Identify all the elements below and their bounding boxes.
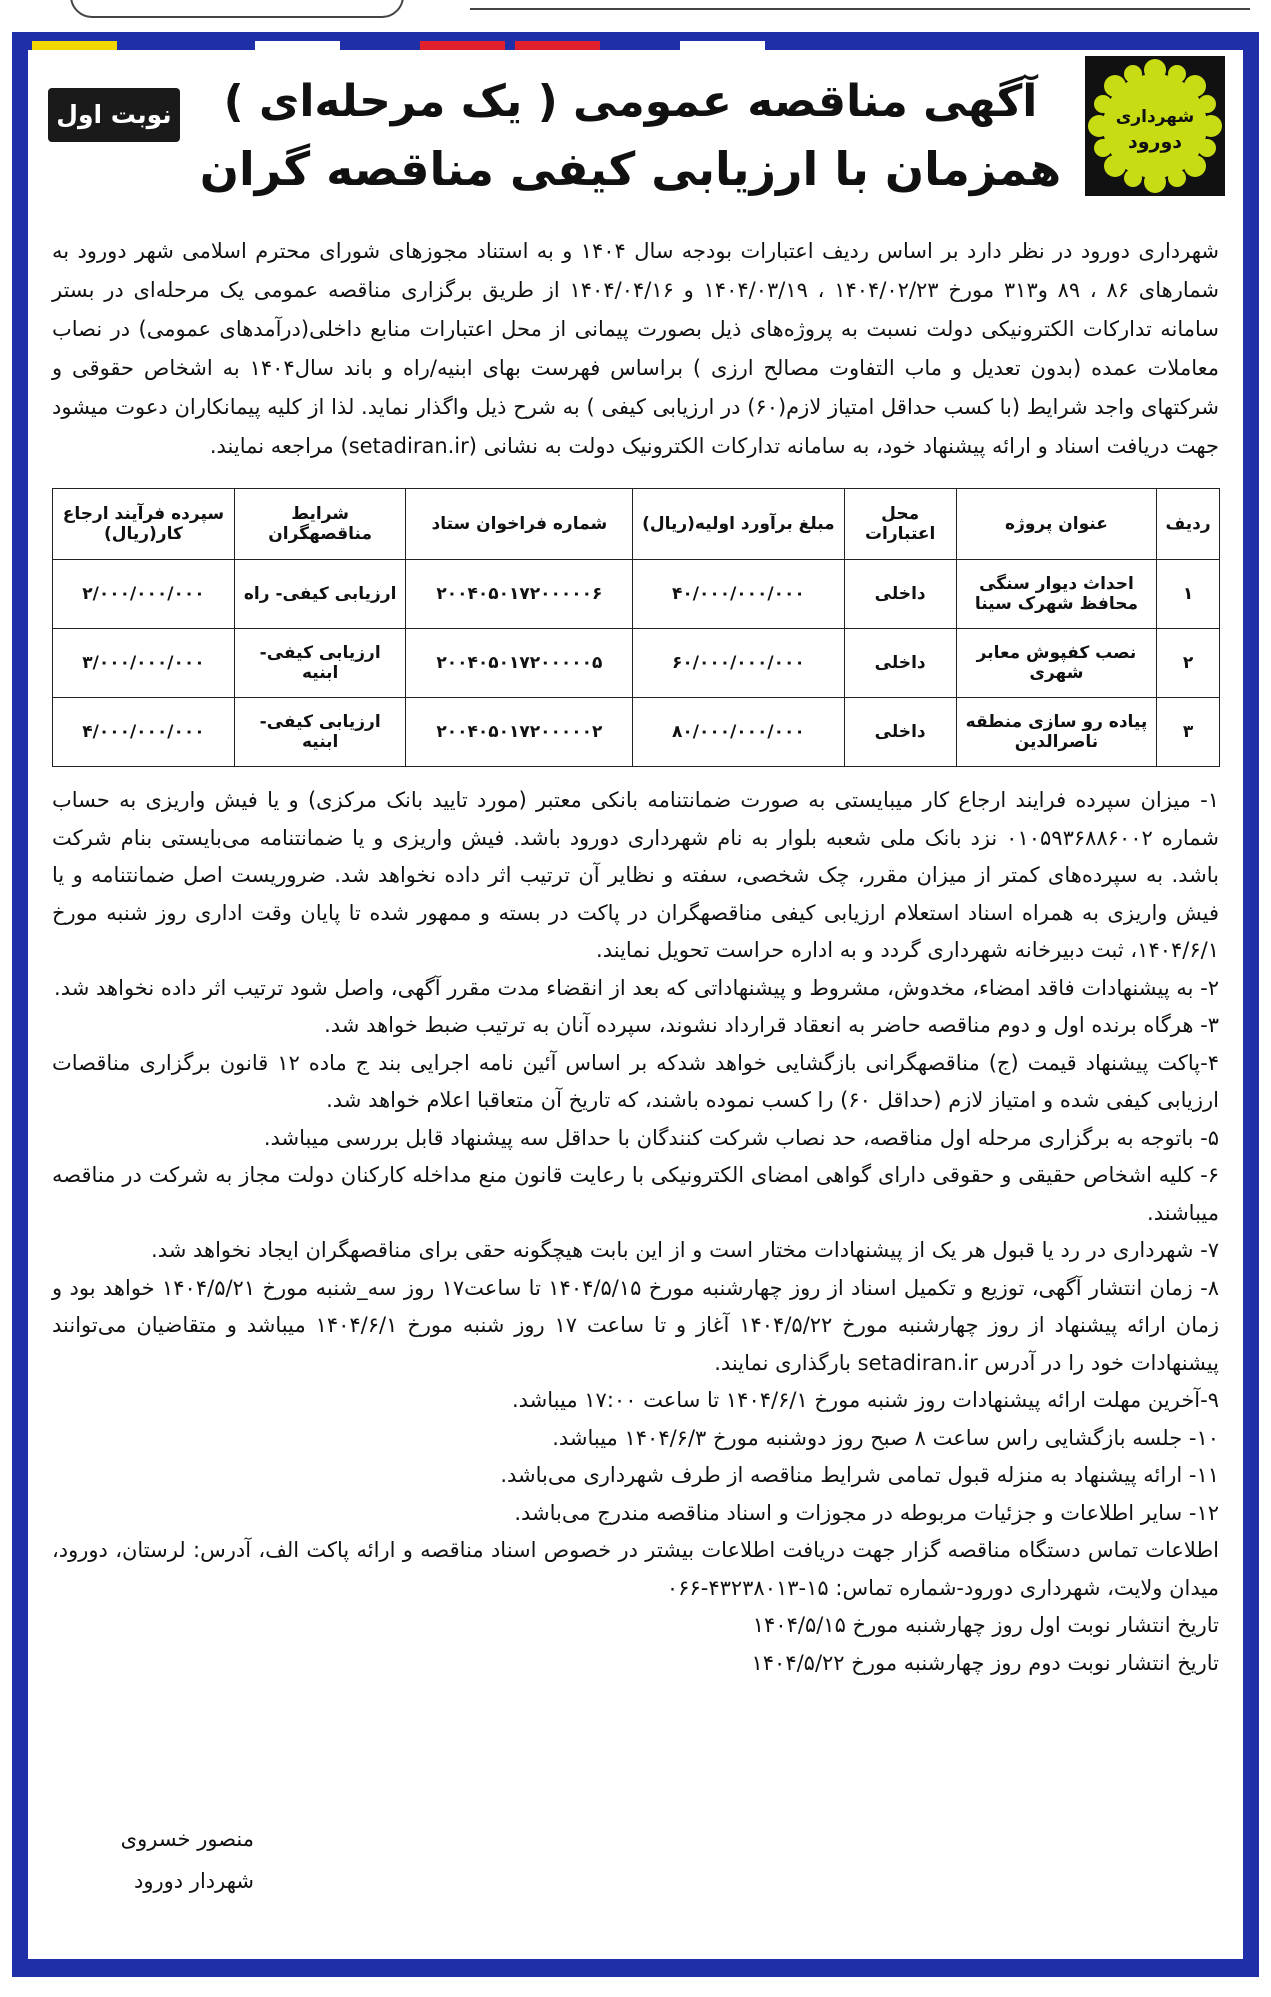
condition-item: ۴-پاکت پیشنهاد قیمت (ج) مناقصهگرانی بازگشایی خواهد شدکه بر اساس آئین نامه اجرایی بند ج ماده ۱۲ قانون برگزاری مناقصات ارزیابی کیفی شده و امتیاز لازم (حداقل ۶۰) را کسب نموده باشند، که تاریخ آن متعاقبا اعلام خواهد شد.: [52, 1050, 1219, 1112]
table-cell: ۲۰۰۴۰۵۰۱۷۲۰۰۰۰۰۶: [406, 560, 633, 629]
table-cell: ارزیابی کیفی- ابنیه: [234, 629, 406, 698]
table-cell: ۲۰۰۴۰۵۰۱۷۲۰۰۰۰۰۵: [406, 629, 633, 698]
table-cell: احداث دیوار سنگی محافظ شهرک سینا: [956, 560, 1156, 629]
logo-line1: شهرداری: [1115, 107, 1195, 127]
condition-item: ۹-آخرین مهلت ارائه پیشنهادات روز شنبه مورخ ۱۴۰۴/۶/۱ تا ساعت ۱۷:۰۰ میباشد.: [511, 1388, 1219, 1412]
table-cell: ۲/۰۰۰/۰۰۰/۰۰۰: [53, 560, 235, 629]
notice-title-line2: همزمان با ارزیابی کیفی مناقصه گران: [199, 142, 1062, 196]
signature-block: [54, 1818, 254, 1902]
table-cell: ۲: [1157, 629, 1220, 698]
table-cell: داخلی: [844, 629, 956, 698]
condition-item: ۸- زمان انتشار آگهی، توزیع و تکمیل اسناد از روز چهارشنبه مورخ ۱۴۰۴/۵/۱۵ تا ساعت۱۷ روز سه_شنبه مورخ ۱۴۰۴/۵/۲۱ خواهد بود و زمان ارائه پیشنهاد از روز چهارشنبه مورخ ۱۴۰۴/۵/۲۲ آغاز و تا ساعت ۱۷ روز شنبه مورخ ۱۴۰۴/۶/۱ میباشد و متقاضیان می‌توانند پیشنهادات خود را در آدرس setadiran.ir بارگذاری نمایند.: [52, 1275, 1219, 1375]
col-header: ردیف: [1157, 489, 1220, 560]
publish-date-second: تاریخ انتشار نوبت دوم روز چهارشنبه مورخ ۱۴۰۴/۵/۲۲: [751, 1650, 1219, 1675]
condition-item: ۱۲- سایر اطلاعات و جزئیات مربوطه در مجوزات و اسناد مناقصه مندرج می‌باشد.: [514, 1500, 1219, 1525]
table-cell: پیاده رو سازی منطقه ناصرالدین: [956, 698, 1156, 767]
logo-line2: دورود: [1127, 131, 1183, 153]
municipality-logo: [1085, 56, 1225, 196]
conditions-list: [52, 782, 1219, 1682]
top-pill-outline: [70, 0, 404, 18]
intro-paragraph: شهرداری دورود در نظر دارد بر اساس ردیف اعتبارات بودجه سال ۱۴۰۴ و به استناد مجوزهای شورای محترم اسلامی شهر دورود به شمارهای ۸۶ ، ۸۹ و۳۱۳ مورخ ۱۴۰۴/۰۲/۲۳ ، ۱۴۰۴/۰۳/۱۹ و ۱۴۰۴/۰۴/۱۶ از طریق برگزاری مناقصه عمومی یک مرحله‌ای در بستر سامانه تدارکات الکترونیکی دولت نسبت به پروژه‌های ذیل بصورت پیمانی از محل اعتبارات منابع داخلی(درآمدهای عمومی) در نصاب معاملات عمده (بدون تعدیل و ماب التفاوت مصالح ارزی ) براساس فهرست بهای ابنیه/راه و باند سال۱۴۰۴ به اشخاص حقوقی و شرکتهای واجد شرایط (با کسب حداقل امتیاز لازم(۶۰) در ارزیابی کیفی ) به شرح ذیل واگذار نماید. لذا از کلیه پیمانکاران دعوت میشود جهت دریافت اسناد و ارائه پیشنهاد خود، به سامانه تدارکات الکترونیک دولت به نشانی (setadiran.ir) مراجعه نمایند.: [52, 239, 1219, 458]
condition-item: ۵- باتوجه به برگزاری مرحله اول مناقصه، حد نصاب شرکت کنندگان با حداقل سه پیشنهاد قابل بررسی میباشد.: [263, 1125, 1219, 1150]
table-cell: ۱: [1157, 560, 1220, 629]
table-row: [53, 629, 1220, 698]
notice-title-line1: آگهی مناقصه عمومی ( یک مرحله‌ای ): [223, 76, 1038, 127]
table-cell: ۶۰/۰۰۰/۰۰۰/۰۰۰: [633, 629, 844, 698]
table-cell: ۲۰۰۴۰۵۰۱۷۲۰۰۰۰۰۲: [406, 698, 633, 767]
top-rule: [470, 0, 1250, 10]
condition-item: ۱۱- ارائه پیشنهاد به منزله قبول تمامی شرایط مناقصه از طرف شهرداری می‌باشد.: [500, 1463, 1219, 1487]
table-cell: ارزیابی کیفی- ابنیه: [234, 698, 406, 767]
table-cell: داخلی: [844, 560, 956, 629]
condition-item: ۷- شهرداری در رد یا قبول هر یک از پیشنهادات مختار است و از این بابت هیچگونه حقی برای مناقصهگران ایجاد نخواهد شد.: [151, 1238, 1219, 1262]
table-cell: نصب کفپوش معابر شهری: [956, 629, 1156, 698]
col-header: شرایط مناقصهگران: [234, 489, 406, 560]
col-header: سپرده فرآیند ارجاع کار(ریال): [53, 489, 235, 560]
col-header: عنوان پروژه: [956, 489, 1156, 560]
table-cell: ۳: [1157, 698, 1220, 767]
table-header-row: [53, 489, 1220, 560]
contact-info: اطلاعات تماس دستگاه مناقصه گزار جهت دریافت اطلاعات بیشتر در خصوص اسناد مناقصه و ارائه پاکت الف، آدرس: لرستان، دورود، میدان ولایت، شهرداری دورود-شماره تماس: ۱۵-۴۳۲۳۸۰۱۳-۰۶۶: [52, 1538, 1219, 1600]
table-cell: ۳/۰۰۰/۰۰۰/۰۰۰: [53, 629, 235, 698]
condition-item: ۲- به پیشنهادات فاقد امضاء، مخدوش، مشروط و پیشنهاداتی که بعد از انقضاء مدت مقرر آگهی، واصل شود ترتیب اثر داده نخواهد شد.: [54, 975, 1219, 1000]
publish-date-first: تاریخ انتشار نوبت اول روز چهارشنبه مورخ ۱۴۰۴/۵/۱۵: [752, 1613, 1219, 1637]
notice-content: [28, 50, 1243, 1959]
col-header: محل اعتبارات: [844, 489, 956, 560]
edition-badge: نوبت اول: [48, 88, 180, 142]
top-strip: [0, 0, 1271, 20]
table-cell: ۸۰/۰۰۰/۰۰۰/۰۰۰: [633, 698, 844, 767]
signer-name: منصور خسروی: [120, 1827, 254, 1851]
condition-item: ۱- میزان سپرده فرایند ارجاع کار میبایستی به صورت ضمانتنامه بانکی معتبر (مورد تایید بانک مرکزی) و یا فیش واریزی به حساب شماره ۰۱۰۵۹۳۶۸۸۶۰۰۲ نزد بانک ملی شعبه بلوار به نام شهرداری دورود باشد. فیش واریزی و یا ضمانتنامه می‌بایستی بنام شرکت باشد. به سپرده‌های کمتر از میزان مقرر، چک شخصی، سفته و نظایر آن ترتیب اثر داده نخواهد شد. ضروریست اصل ضمانتنامه و یا فیش واریزی به همراه اسناد استعلام ارزیابی کیفی مناقصهگران در پاکت در بسته و ممهور شده تا پایان وقت اداری روز شنبه مورخ ۱۴۰۴/۶/۱، ثبت دبیرخانه شهرداری گردد و به اداره حراست تحویل نمایند.: [52, 788, 1219, 962]
table-cell: ۴۰/۰۰۰/۰۰۰/۰۰۰: [633, 560, 844, 629]
signer-role: شهردار دورود: [134, 1869, 254, 1893]
condition-item: ۱۰- جلسه بازگشایی راس ساعت ۸ صبح روز دوشنبه مورخ ۱۴۰۴/۶/۳ میباشد.: [552, 1425, 1219, 1450]
table-cell: ارزیابی کیفی- راه: [234, 560, 406, 629]
condition-item: ۳- هرگاه برنده اول و دوم مناقصه حاضر به انعقاد قرارداد نشوند، سپرده آنان به ترتیب ضبط خواهد شد.: [324, 1013, 1219, 1037]
table-cell: داخلی: [844, 698, 956, 767]
table-row: [53, 698, 1220, 767]
table-row: [53, 560, 1220, 629]
condition-item: ۶- کلیه اشخاص حقیقی و حقوقی دارای گواهی امضای الکترونیکی با رعایت قانون منع مداخله کارکنان دولت مجاز به شرکت در مناقصه میباشند.: [52, 1163, 1219, 1225]
projects-table: [52, 488, 1220, 767]
logo-emblem-icon: [1085, 56, 1225, 196]
col-header: شماره فراخوان ستاد: [406, 489, 633, 560]
table-cell: ۴/۰۰۰/۰۰۰/۰۰۰: [53, 698, 235, 767]
col-header: مبلغ برآورد اولیه(ریال): [633, 489, 844, 560]
